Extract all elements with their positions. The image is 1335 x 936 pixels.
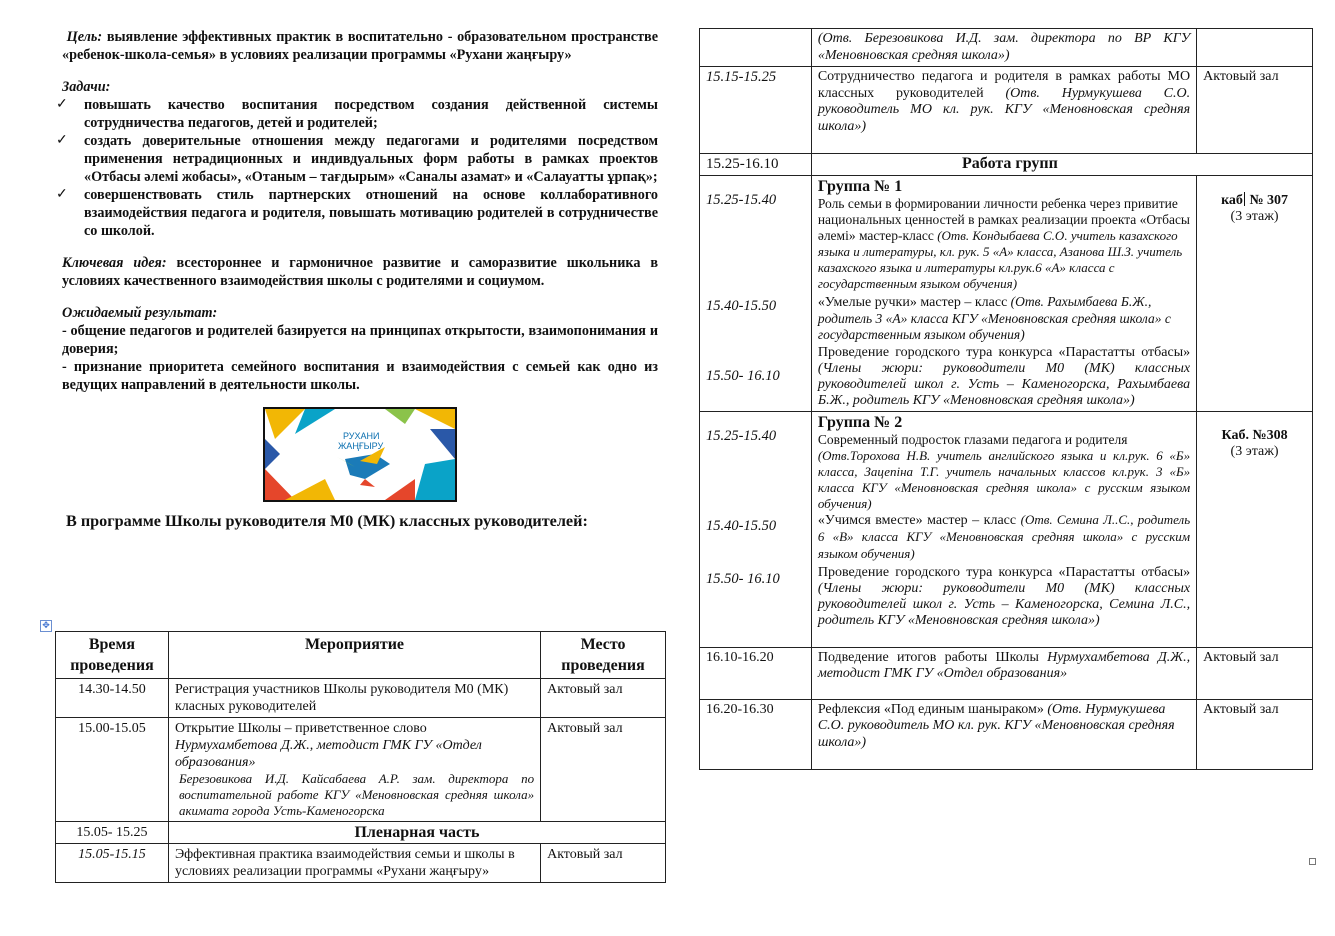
group2-times: 15.25-15.40 15.40-15.50 15.50- 16.10 (700, 411, 812, 647)
row-time: 15.00-15.05 (56, 718, 169, 822)
right-column (699, 28, 1313, 770)
row-place: Актовый зал (541, 718, 666, 822)
row-event: Сотрудничество педагога и родителя в рамках работы МО классных руководителей (Отв. Нурмукушева С.О. руководитель МО кл. рук. КГУ «Меновновская средняя школа») (811, 67, 1196, 154)
table-row (700, 175, 1313, 411)
row-time: 15.05-15.15 (56, 844, 169, 883)
left-schedule-table (55, 631, 666, 883)
table-row (700, 699, 1313, 770)
text-cursor-icon (1244, 192, 1245, 206)
header-event: Мероприятие (168, 632, 540, 679)
groups-title: Работа групп (811, 154, 1312, 176)
header-place: Место проведения (541, 632, 666, 679)
row-place: Актовый зал (1197, 699, 1313, 770)
table-row (700, 647, 1313, 699)
table-resize-handle-icon[interactable] (1309, 858, 1316, 865)
group2-events: Группа № 2 Современный подросток глазами педагога и родителя (Отв.Торохова Н.В. учитель английского языка и кл.рук. 6 «Б» класса, Зацепіна Т.Г. учитель начальных классов кл.рук. 3 «Б» класса КГУ «Меновновская средняя школа» с русским языком обучения) «Учимся вместе» мастер – класс (Отв. Семина Л..С., родитель 6 «В» класса КГУ «Меновновская средняя школа» с русским языком обучения) Проведение городского тура конкурса «Парастатты отбасы» (Члены жюри: руководители М0 (МК) классных руководителей школ г. Усть – Каменогорска, Семина Л.С., родитель КГУ «Меновновская средняя школа») (811, 411, 1196, 647)
group1-place: каб № 307 (3 этаж) (1197, 175, 1313, 411)
group1-times: 15.25-15.40 15.40-15.50 15.50- 16.10 (700, 175, 812, 411)
tasks-list (56, 96, 658, 240)
rukhani-zhangyru-logo (263, 407, 457, 502)
table-row (700, 154, 1313, 176)
row-event: Рефлексия «Под единым шаныраком» (Отв. Нурмукушева С.О. руководитель МО кл. рук. КГУ «Меновновская средняя школа») (811, 699, 1196, 770)
row-time: 16.20-16.30 (700, 699, 812, 770)
row-time: 15.25-16.10 (700, 154, 812, 176)
goal-text: выявление эффективных практик в воспитательно - образовательном пространстве «ребенок-школа-семья» в условиях реализации программы «Рухани жаңғыру» (62, 29, 659, 63)
row-event: Эффективная практика взаимодействия семьи и школы в условиях реализации программы «Рухани жаңғыру» (168, 844, 540, 883)
table-row (56, 844, 666, 883)
task-item: ✓ повышать качество воспитания посредством создания действенной системы сотрудничества педагогов, детей и родителей; (56, 97, 658, 131)
checkmark-icon: ✓ (56, 133, 68, 148)
table-row (700, 29, 1313, 67)
logo-text-2: ЖАҢҒЫРУ (338, 441, 384, 451)
row-place: Актовый зал (541, 844, 666, 883)
goal-label: Цель: (66, 29, 103, 45)
logo-text-1: РУХАНИ (343, 431, 380, 441)
header-time: Время проведения (56, 632, 169, 679)
checkmark-icon: ✓ (56, 97, 68, 112)
group2-title: Группа № 2 (817, 413, 903, 431)
goal-paragraph (62, 28, 658, 64)
group2-place: Каб. №308 (3 этаж) (1197, 411, 1313, 647)
row-event: Регистрация участников Школы руководителя М0 (МК) класных руководителей (168, 679, 540, 718)
row-place: Актовый зал (1197, 647, 1313, 699)
table-move-handle-icon[interactable]: ✥ (40, 620, 52, 632)
table-row (700, 411, 1313, 647)
row-time: 15.15-15.25 (700, 67, 812, 154)
group1-events: Группа № 1 Роль семьи в формировании личности ребенка через привитие национальных ценностей в рамках реализации проекта «Отбасы әлемі» мастер-класс (Отв. Кондыбаева С.О. учитель казахского языка и литературы, кл. рук. 5 «А» класса, Азанова Ш.З. учитель казахского языка и литературы кл.рук.6 «А» класса с государственным языком обучения) «Умелые ручки» мастер – класс (Отв. Рахымбаева Б.Ж., родитель 3 «А» класса КГУ «Меновновская средняя школа» с государственным языком обучения) Проведение городского тура конкурса «Парастатты отбасы» (Члены жюри: руководители М0 (МК) классных руководителей школ г. Усть – Каменогорска, Рахымбаева Б.Ж., родитель КГУ «Меновновская средняя школа») (811, 175, 1196, 411)
tasks-label: Задачи: (62, 79, 111, 95)
result-label: Ожидаемый результат: (62, 305, 218, 321)
table-header-row (56, 632, 666, 679)
task-item: ✓ создать доверительные отношения между педагогами и родителями посредством применения нетрадиционных и индивдуальных форм работы в рамках проектов «Отбасы әлемі жобасы», «Отаным – тағдырым» «Саналы азамат» и «Салауатты ұрпақ»; (56, 133, 658, 185)
row-place: Актовый зал (1197, 67, 1313, 154)
key-idea-text: всестороннее и гармоничное развитие и саморазвитие школьника в условиях качественного взаимодействия школы с родителями и социумом. (62, 255, 658, 289)
group1-title: Группа № 1 (817, 177, 903, 195)
row-event: (Отв. Березовикова И.Д. зам. директора по ВР КГУ «Меновновская средняя школа») (811, 29, 1196, 67)
left-column (56, 28, 659, 531)
result-item: - признание приоритета семейного воспитания и взаимодействия с семьей как одно из ведущих направлений в деятельности школы. (62, 359, 658, 393)
row-event: Открытие Школы – приветственное слово Нурмухамбетова Д.Ж., методист ГМК ГУ «Отдел образования» Березовикова И.Д. Кайсабаева А.Р. зам. директора по воспитательной работе КГУ «Меновновская средняя школа» акимата города Усть-Каменогорска (168, 718, 540, 822)
result-item: - общение педагогов и родителей базируется на принципах открытости, взаимопонимания и доверия; (62, 323, 658, 357)
row-time: 15.05- 15.25 (56, 822, 169, 844)
logo-graphic (265, 409, 455, 500)
program-title: В программе Школы руководителя М0 (МК) классных руководителей: (66, 512, 588, 530)
table-row (56, 718, 666, 822)
task-item: ✓ совершенствовать стиль партнерских отношений на основе коллаборативного взаимодействия педагога и родителя, повышать мотивацию родителей в сотрудничестве со школой. (56, 187, 658, 239)
table-row (56, 679, 666, 718)
key-idea-paragraph (62, 254, 658, 290)
row-time: 16.10-16.20 (700, 647, 812, 699)
table-row (56, 822, 666, 844)
row-event: Подведение итогов работы Школы Нурмухамбетова Д.Ж., методист ГМК ГУ «Отдел образования» (811, 647, 1196, 699)
plenary-title: Пленарная часть (168, 822, 665, 844)
row-place: Актовый зал (541, 679, 666, 718)
checkmark-icon: ✓ (56, 187, 68, 202)
right-schedule-table (699, 28, 1313, 770)
row-time: 14.30-14.50 (56, 679, 169, 718)
key-idea-label: Ключевая идея: (62, 255, 167, 271)
table-row (700, 67, 1313, 154)
